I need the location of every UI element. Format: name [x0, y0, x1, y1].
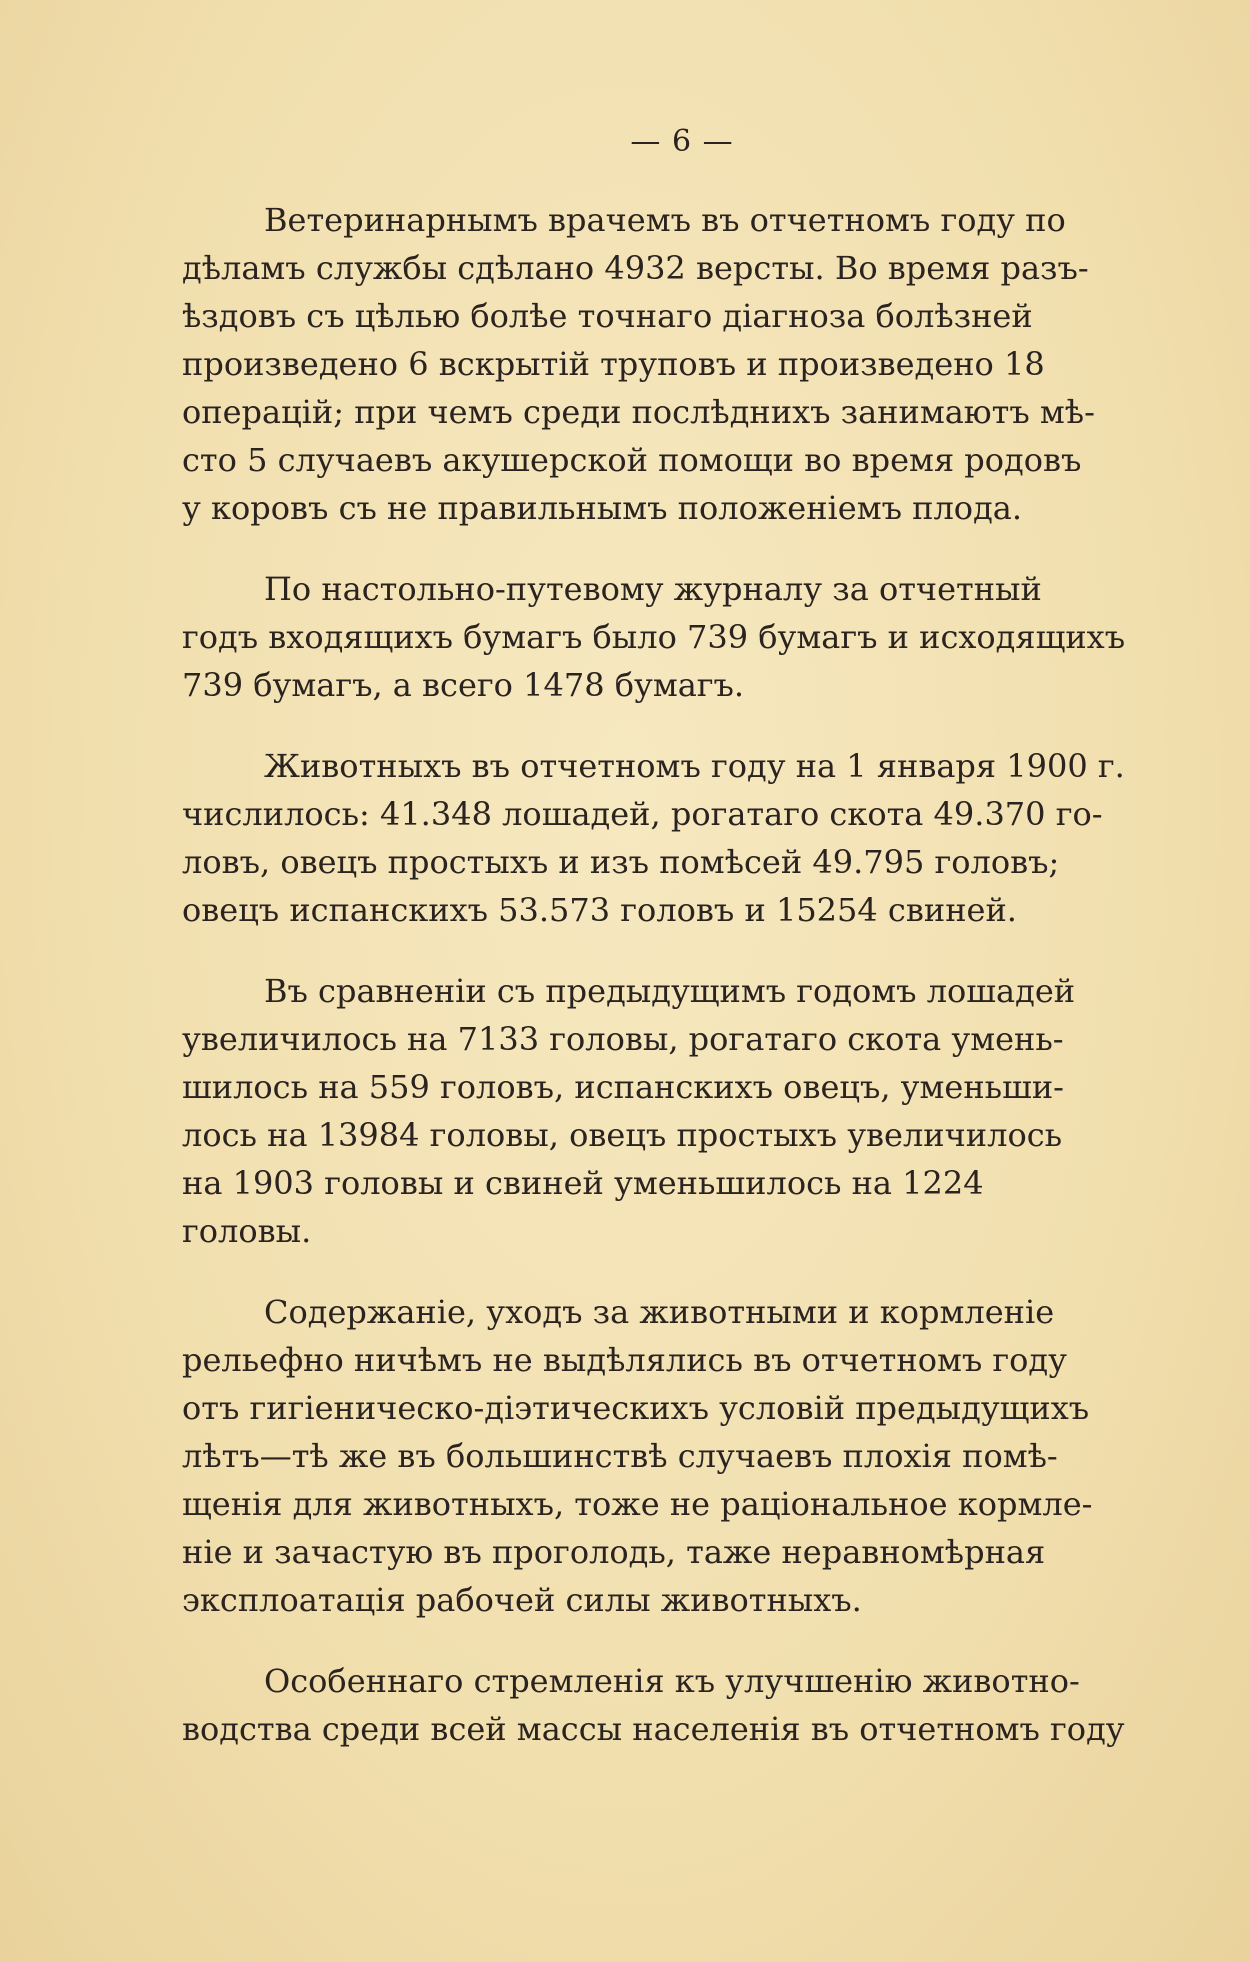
text-line: на 1903 головы и свиней уменьшилось на 1224 — [182, 1164, 984, 1202]
paragraph-improvement — [182, 1657, 1182, 1753]
text-line: ѣздовъ съ цѣлью болѣе точнаго діагноза болѣзней — [182, 297, 1033, 335]
text-line: ніе и зачастую въ проголодь, таже неравномѣрная — [182, 1533, 1046, 1571]
text-line: Ветеринарнымъ врачемъ въ отчетномъ году по — [264, 201, 1066, 239]
text-line: По настольно-путевому журналу за отчетный — [264, 570, 1042, 608]
text-line: Въ сравненіи съ предыдущимъ годомъ лошадей — [264, 972, 1076, 1010]
text-line: головы. — [182, 1212, 312, 1250]
paragraph-animal-care — [182, 1288, 1182, 1624]
text-line: операцій; при чемъ среди послѣднихъ занимаютъ мѣ- — [182, 393, 1095, 431]
paragraph-vet-report — [182, 196, 1182, 532]
text-line: у коровъ съ не правильнымъ положеніемъ плода. — [182, 489, 1023, 527]
body-text — [182, 196, 1182, 1786]
text-line: водства среди всей массы населенія въ отчетномъ году — [182, 1710, 1125, 1748]
text-line: рельефно ничѣмъ не выдѣлялись въ отчетномъ году — [182, 1341, 1067, 1379]
text-line: шилось на 559 головъ, испанскихъ овецъ, уменьши- — [182, 1068, 1064, 1106]
text-line: увеличилось на 7133 головы, рогатаго скота умень- — [182, 1020, 1064, 1058]
text-line: щенія для животныхъ, тоже не раціональное кормле- — [182, 1485, 1093, 1523]
text-line: Особеннаго стремленія къ улучшенію животно- — [264, 1662, 1080, 1700]
paragraph-comparison — [182, 967, 1182, 1255]
paragraph-livestock-count — [182, 742, 1182, 934]
text-line: Содержаніе, уходъ за животными и кормленіе — [264, 1293, 1055, 1331]
text-line: лось на 13984 головы, овецъ простыхъ увеличилось — [182, 1116, 1063, 1154]
text-line: Животныхъ въ отчетномъ году на 1 января 1900 г. — [264, 747, 1125, 785]
text-line: ловъ, овецъ простыхъ и изъ помѣсей 49.795 головъ; — [182, 843, 1060, 881]
text-line: дѣламъ службы сдѣлано 4932 версты. Во время разъ- — [182, 249, 1089, 287]
book-page — [182, 0, 1182, 1962]
text-line: сто 5 случаевъ акушерской помощи во время родовъ — [182, 441, 1082, 479]
text-line: отъ гигіеническо-діэтическихъ условій предыдущихъ — [182, 1389, 1090, 1427]
paragraph-correspondence — [182, 565, 1182, 709]
text-line: произведено 6 вскрытій труповъ и произведено 18 — [182, 345, 1045, 383]
text-line: числилось: 41.348 лошадей, рогатаго скота 49.370 го- — [182, 795, 1103, 833]
text-line: 739 бумагъ, а всего 1478 бумагъ. — [182, 666, 745, 704]
text-line: лѣтъ—тѣ же въ большинствѣ случаевъ плохія помѣ- — [182, 1437, 1058, 1475]
page-number: — 6 — — [630, 124, 734, 159]
text-line: овецъ испанскихъ 53.573 головъ и 15254 свиней. — [182, 891, 1017, 929]
text-line: годъ входящихъ бумагъ было 739 бумагъ и исходящихъ — [182, 618, 1126, 656]
text-line: эксплоатація рабочей силы животныхъ. — [182, 1581, 862, 1619]
